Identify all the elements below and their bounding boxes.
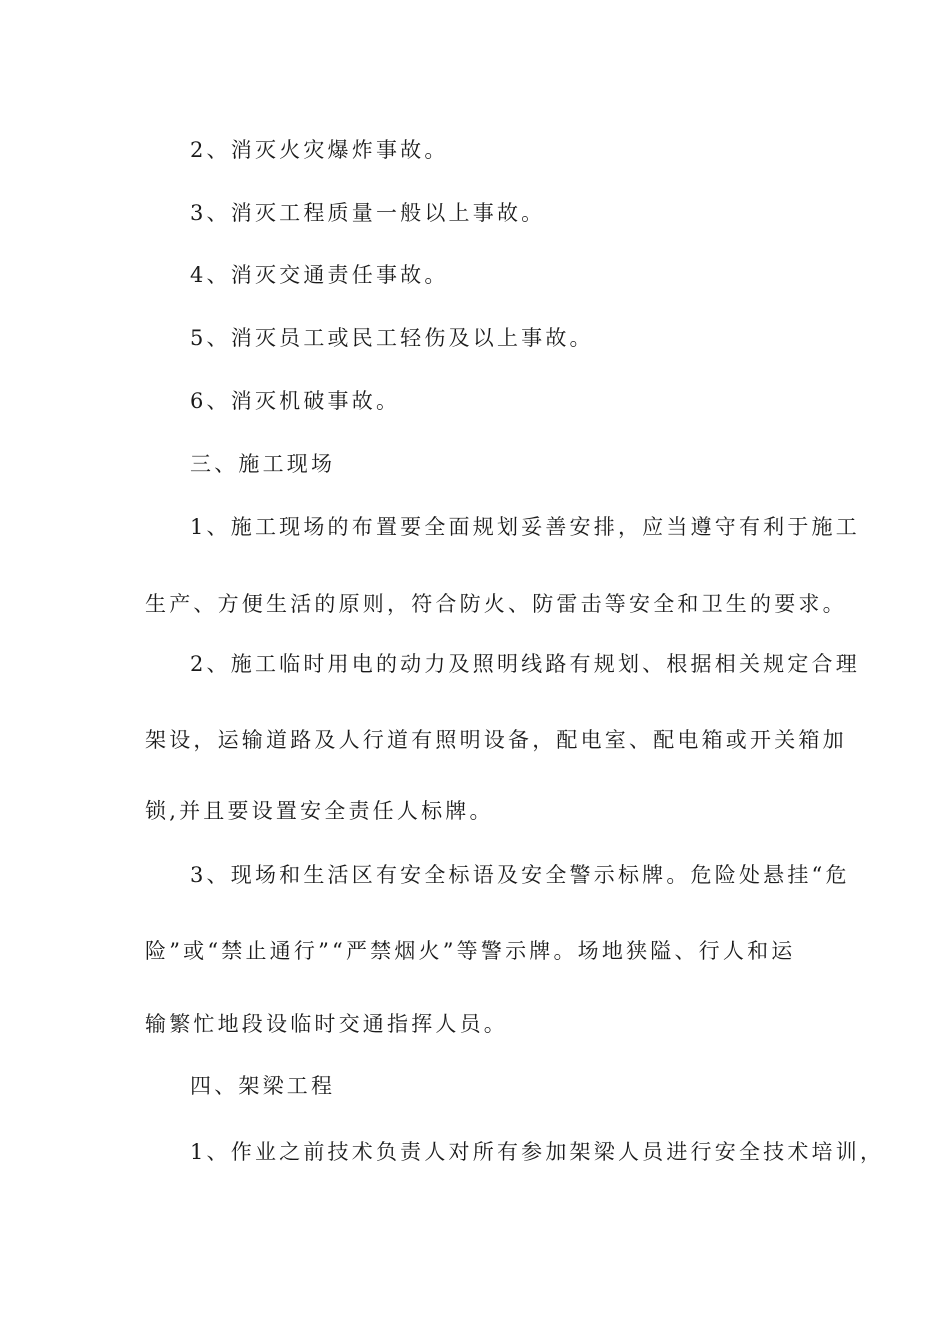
section-heading-3: 三、施工现场 xyxy=(190,452,336,476)
list-item-6: 6、消灭机破事故。 xyxy=(190,389,401,413)
list-item-4: 4、消灭交通责任事故。 xyxy=(190,263,449,287)
paragraph-line: 生产、方便生活的原则，符合防火、防雷击等安全和卫生的要求。 xyxy=(145,592,847,616)
paragraph-line: 架设，运输道路及人行道有照明设备，配电室、配电箱或开关箱加 xyxy=(145,728,847,752)
list-item-5: 5、消灭员工或民工轻伤及以上事故。 xyxy=(190,326,594,350)
paragraph-line: 3、现场和生活区有安全标语及安全警示标牌。危险处悬挂“危 xyxy=(190,863,850,887)
paragraph-line: 1、作业之前技术负责人对所有参加架梁人员进行安全技术培训， xyxy=(190,1140,885,1164)
list-item-3: 3、消灭工程质量一般以上事故。 xyxy=(190,201,546,225)
list-item-2: 2、消灭火灾爆炸事故。 xyxy=(190,138,449,162)
paragraph-line: 险”或“禁止通行”“严禁烟火”等警示牌。场地狭隘、行人和运 xyxy=(145,939,796,963)
paragraph-line: 2、施工临时用电的动力及照明线路有规划、根据相关规定合理 xyxy=(190,652,860,676)
paragraph-line: 锁,并且要设置安全责任人标牌。 xyxy=(145,799,494,823)
paragraph-line: 输繁忙地段设临时交通指挥人员。 xyxy=(145,1012,508,1036)
section-heading-4: 四、架梁工程 xyxy=(190,1074,336,1098)
paragraph-line: 1、施工现场的布置要全面规划妥善安排，应当遵守有利于施工 xyxy=(190,515,860,539)
